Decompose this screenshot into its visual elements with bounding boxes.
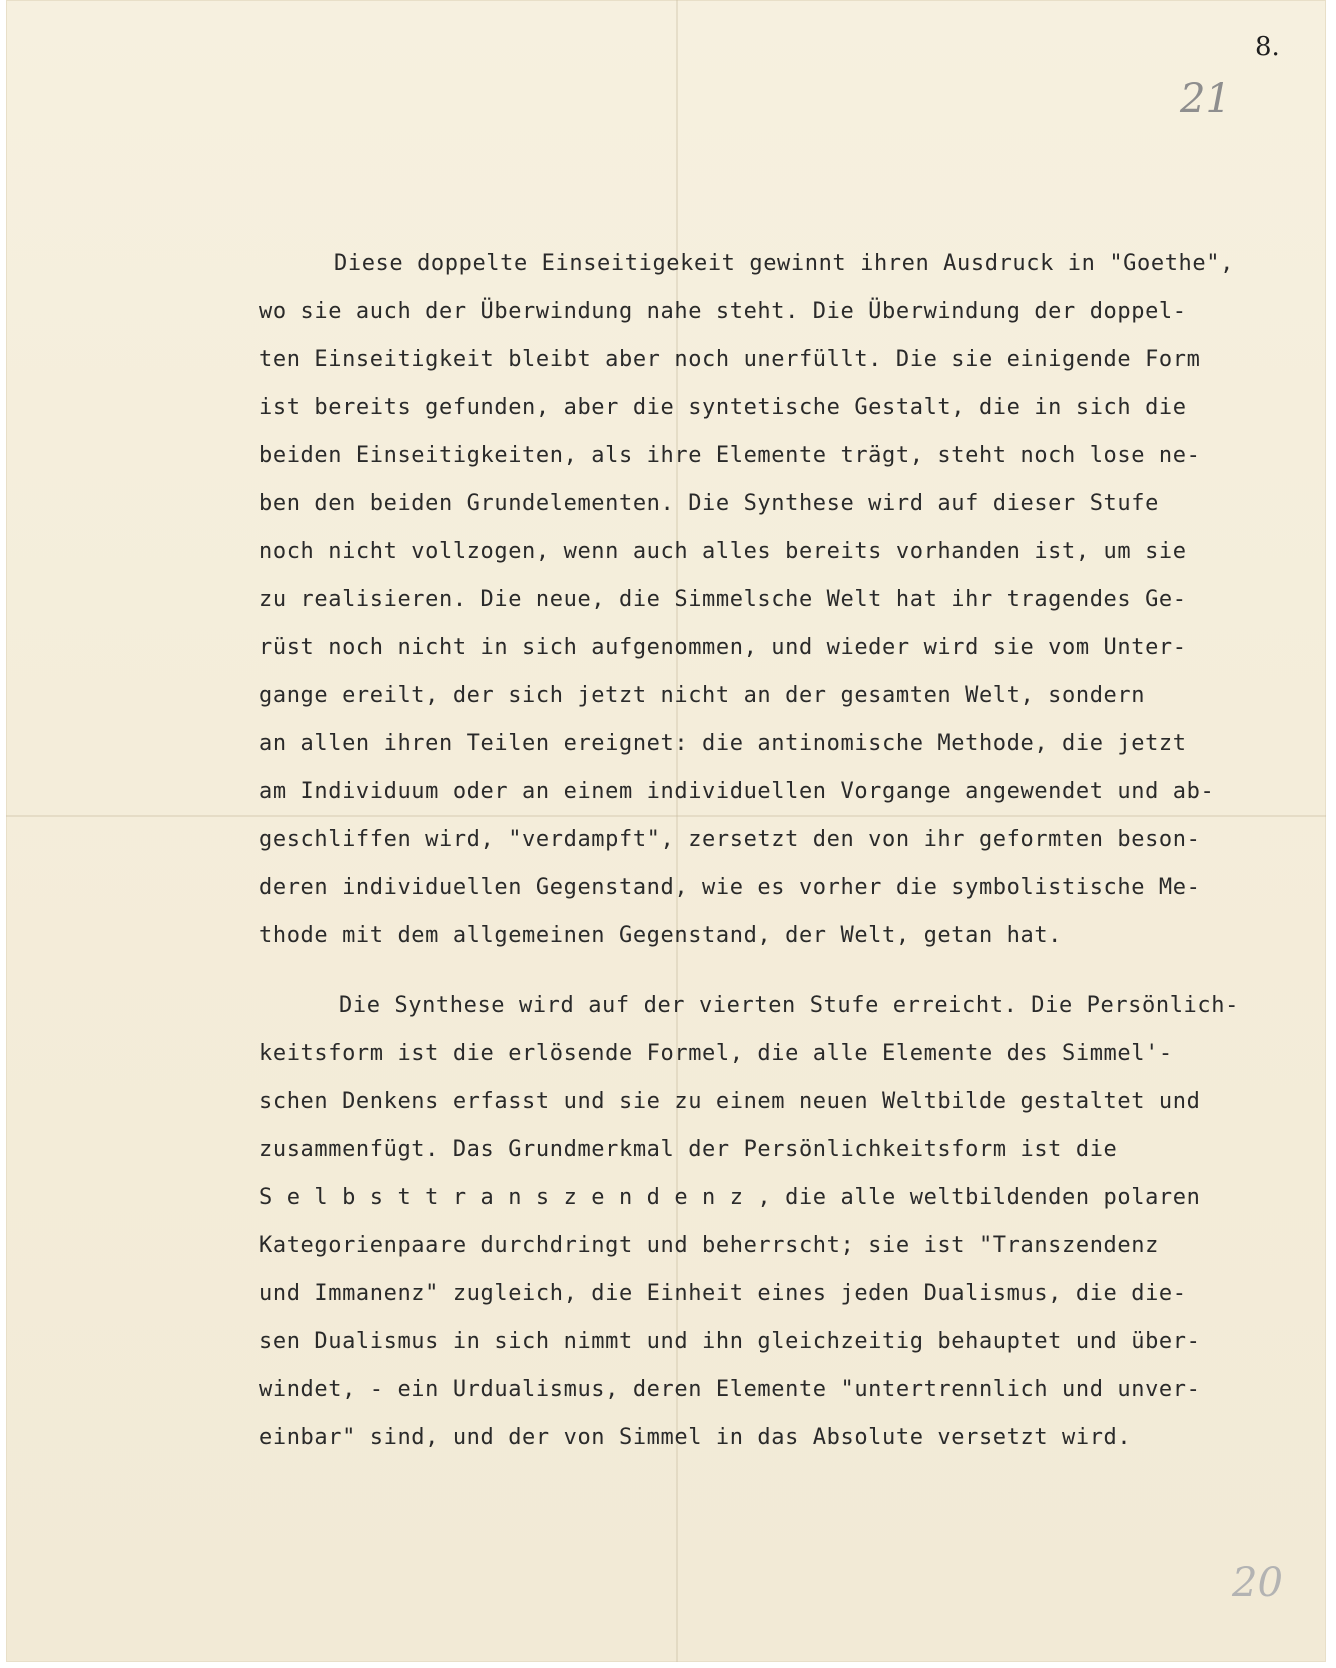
- archive-pencil-number: 21: [1180, 76, 1231, 122]
- text-line: windet, - ein Urdualismus, deren Elemente "untertrennlich und unver-: [259, 1377, 1201, 1402]
- text-line: ten Einseitigkeit bleibt aber noch unerfüllt. Die sie einigende Form: [259, 347, 1201, 372]
- text-line: ist bereits gefunden, aber die syntetische Gestalt, die in sich die: [259, 395, 1187, 420]
- text-line: und Immanenz" zugleich, die Einheit eines jeden Dualismus, die die-: [259, 1281, 1187, 1306]
- text-line: am Individuum oder an einem individuellen Vorgange angewendet und ab-: [259, 779, 1215, 804]
- text-line: Die Synthese wird auf der vierten Stufe erreicht. Die Persönlich-: [339, 993, 1239, 1018]
- text-line: schen Denkens erfasst und sie zu einem neuen Weltbilde gestaltet und: [259, 1089, 1201, 1114]
- body-text: [259, 240, 1299, 1462]
- text-line: deren individuellen Gegenstand, wie es vorher die symbolistische Me-: [259, 875, 1201, 900]
- text-line: beiden Einseitigkeiten, als ihre Elemente trägt, steht noch lose ne-: [259, 443, 1201, 468]
- archive-pencil-number-bottom: 20: [1232, 1560, 1283, 1606]
- text-line: einbar" sind, und der von Simmel in das Absolute versetzt wird.: [259, 1425, 1132, 1450]
- text-line: rüst noch nicht in sich aufgenommen, und wieder wird sie vom Unter-: [259, 635, 1187, 660]
- text-line: keitsform ist die erlösende Formel, die alle Elemente des Simmel'-: [259, 1041, 1173, 1066]
- text-line: geschliffen wird, "verdampft", zersetzt den von ihr geformten beson-: [259, 827, 1201, 852]
- text-line: gange ereilt, der sich jetzt nicht an der gesamten Welt, sondern: [259, 683, 1146, 708]
- text-line: zusammenfügt. Das Grundmerkmal der Persönlichkeitsform ist die: [259, 1137, 1118, 1162]
- text-line: sen Dualismus in sich nimmt und ihn gleichzeitig behauptet und über-: [259, 1329, 1201, 1354]
- text-line: ben den beiden Grundelementen. Die Synthese wird auf dieser Stufe: [259, 491, 1159, 516]
- text-line: Kategorienpaare durchdringt und beherrscht; sie ist "Transzendenz: [259, 1233, 1159, 1258]
- text-line: zu realisieren. Die neue, die Simmelsche Welt hat ihr tragendes Ge-: [259, 587, 1187, 612]
- text-line: S e l b s t t r a n s z e n d e n z , die alle weltbildenden polaren: [259, 1185, 1201, 1210]
- page-number: 8.: [1255, 32, 1280, 62]
- text-line: Diese doppelte Einseitigekeit gewinnt ihren Ausdruck in "Goethe",: [334, 251, 1234, 276]
- paragraph: [259, 982, 1299, 1462]
- text-line: an allen ihren Teilen ereignet: die antinomische Methode, die jetzt: [259, 731, 1187, 756]
- text-line: noch nicht vollzogen, wenn auch alles bereits vorhanden ist, um sie: [259, 539, 1187, 564]
- text-line: thode mit dem allgemeinen Gegenstand, der Welt, getan hat.: [259, 923, 1063, 948]
- paragraph: [259, 240, 1299, 960]
- text-line: wo sie auch der Überwindung nahe steht. Die Überwindung der doppel-: [259, 299, 1187, 324]
